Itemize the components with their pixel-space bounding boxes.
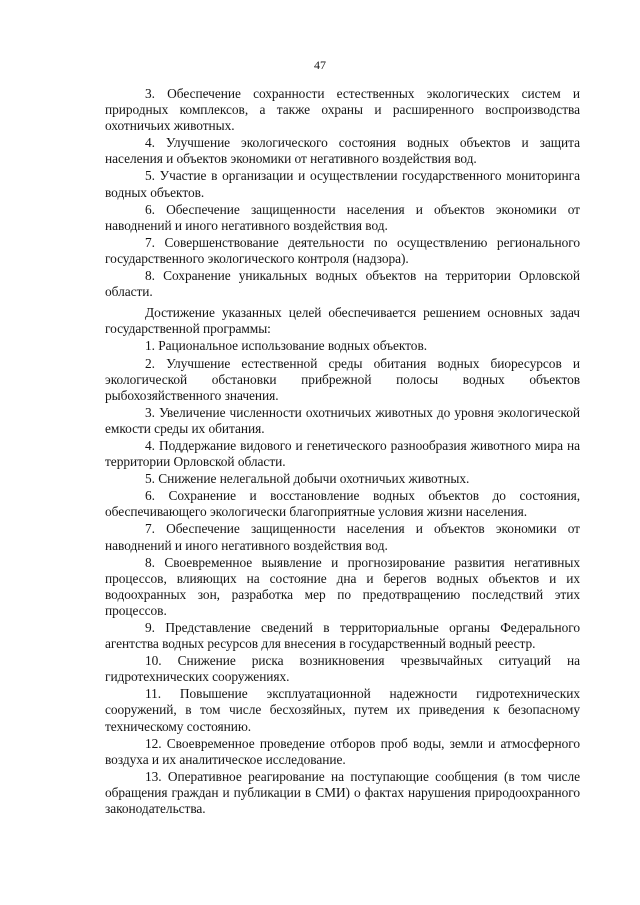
task-item-12: 12. Своевременное проведение отборов проб воды, земли и атмосферного воздуха и их аналитическое исследование.: [105, 735, 580, 767]
task-item-1: 1. Рациональное использование водных объектов.: [145, 338, 428, 354]
task-item-13: 13. Оперативное реагирование на поступающие сообщения (в том числе обращения граждан и публикации в СМИ) о фактах нарушения природоохранного законодательства.: [105, 768, 580, 817]
task-item-10: 10. Снижение риска возникновения чрезвычайных ситуаций на гидротехнических сооружениях.: [105, 653, 580, 685]
document-body: [105, 86, 580, 818]
task-item-6: 6. Сохранение и восстановление водных объектов до состояния, обеспечивающего экологически благоприятные условия жизни населения.: [105, 488, 580, 520]
task-item-3: 3. Увеличение численности охотничьих животных до уровня экологической емкости среды их обитания.: [105, 404, 580, 436]
goal-item-5: 5. Участие в организации и осуществлении государственного мониторинга водных объектов.: [105, 168, 580, 200]
goal-item-4: 4. Улучшение экологического состояния водных объектов и защита населения и объектов экономики от негативного воздействия вод.: [105, 135, 580, 167]
task-item-8: 8. Своевременное выявление и прогнозирование развития негативных процессов, влияющих на состояние дна и берегов водных объектов и их водоохранных зон, разработка мер по предотвращению последствий этих процессов.: [105, 554, 580, 618]
task-item-5: 5. Снижение нелегальной добычи охотничьих животных.: [145, 471, 470, 487]
task-item-7: 7. Обеспечение защищенности населения и объектов экономики от наводнений и иного негативного воздействия вод.: [105, 521, 580, 553]
task-item-9: 9. Представление сведений в территориальные органы Федерального агентства водных ресурсов для внесения в государственный водный реестр.: [105, 620, 580, 652]
goal-item-8: 8. Сохранение уникальных водных объектов на территории Орловской области.: [105, 268, 580, 300]
task-item-2: 2. Улучшение естественной среды обитания водных биоресурсов и экологической обстановки прибрежной полосы водных объектов рыбохозяйственного значения.: [105, 355, 580, 403]
goal-item-6: 6. Обеспечение защищенности населения и объектов экономики от наводнений и иного негативного воздействия вод.: [105, 201, 580, 233]
tasks-intro: Достижение указанных целей обеспечивается решением основных задач государственной программы:: [105, 305, 580, 337]
goal-item-3: 3. Обеспечение сохранности естественных экологических систем и природных комплексов, а также охраны и расширенного воспроизводства охотничьих животных.: [105, 86, 580, 134]
page-number: 47: [314, 58, 326, 72]
task-item-4: 4. Поддержание видового и генетического разнообразия животного мира на территории Орловской области.: [105, 437, 580, 470]
goal-item-7: 7. Совершенствование деятельности по осуществлению регионального государственного экологического контроля (надзора).: [105, 234, 580, 266]
task-item-11: 11. Повышение эксплуатационной надежности гидротехнических сооружений, в том числе бесхозяйных, путем их приведения к безопасному техническому состоянию.: [105, 686, 580, 734]
